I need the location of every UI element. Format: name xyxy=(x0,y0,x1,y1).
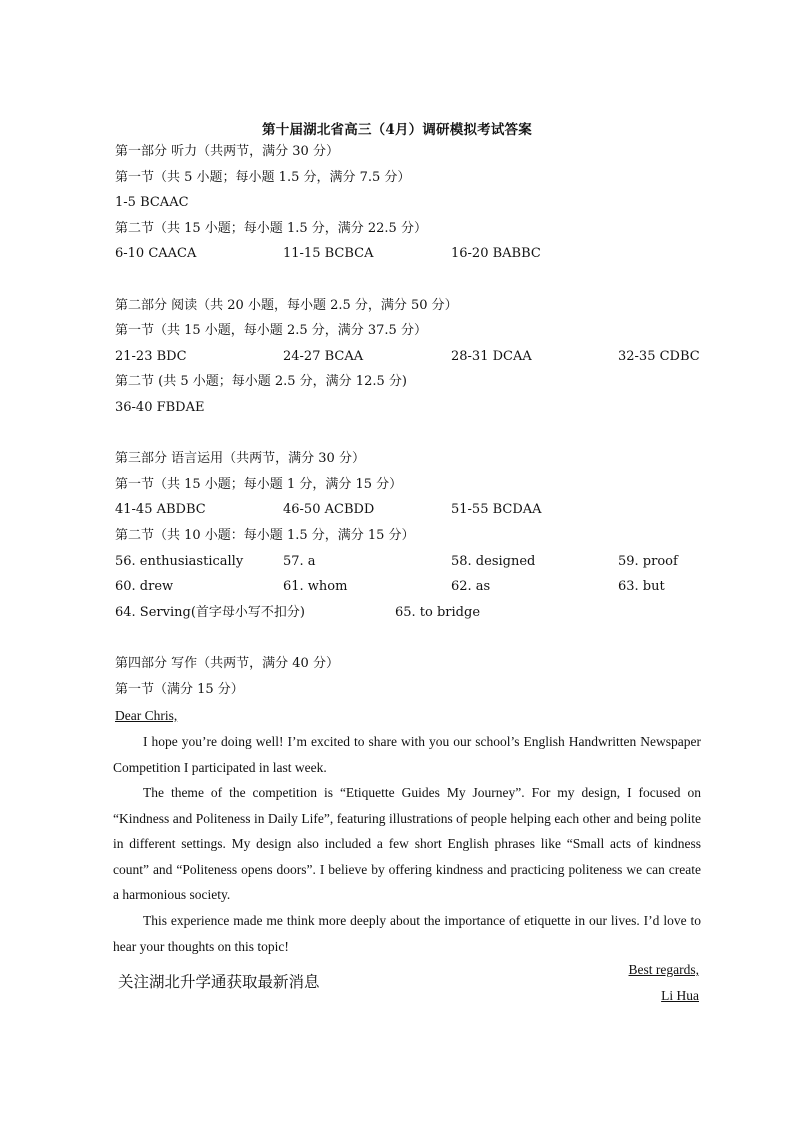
letter-signature: Li Hua xyxy=(661,988,699,1003)
answer-group: 1-5 BCAAC xyxy=(115,195,189,210)
part3-section2-row xyxy=(115,603,715,623)
answer-item: 63. but xyxy=(618,579,665,594)
answer-item: 61. whom xyxy=(283,579,348,594)
answer-item: 58. designed xyxy=(451,554,536,569)
answer-item: 62. as xyxy=(451,579,491,594)
part2-section2-answers xyxy=(115,398,715,418)
part3-section2-row xyxy=(115,577,715,597)
answer-group: 41-45 ABDBC xyxy=(115,502,206,517)
answer-group: 36-40 FBDAE xyxy=(115,400,205,415)
part4-heading: 第四部分 写作（共两节，满分 40 分） xyxy=(115,656,339,671)
answer-group: 24-27 BCAA xyxy=(283,349,364,364)
part3-heading: 第三部分 语言运用（共两节，满分 30 分） xyxy=(115,451,365,466)
part3-section2-row xyxy=(115,552,715,572)
letter-paragraph: This experience made me think more deeply about the importance of etiquette in our lives. I’d love to hear your thoughts on this topic! xyxy=(113,913,701,954)
answer-group: 21-23 BDC xyxy=(115,349,187,364)
answer-group: 51-55 BCDAA xyxy=(451,502,542,517)
answer-group: 6-10 CAACA xyxy=(115,246,197,261)
part3-section1-heading: 第一节（共 15 小题；每小题 1 分，满分 15 分） xyxy=(115,477,403,492)
part2-heading: 第二部分 阅读（共 20 小题，每小题 2.5 分，满分 50 分） xyxy=(115,298,458,313)
letter-paragraph: I hope you’re doing well! I’m excited to share with you our school’s English Handwritten Newspaper Competition I participated in last week. xyxy=(113,734,701,775)
answer-group: 32-35 CDBC xyxy=(618,349,700,364)
part1-section1-heading: 第一节（共 5 小题；每小题 1.5 分，满分 7.5 分） xyxy=(115,170,411,185)
answer-item: 56. enthusiastically xyxy=(115,554,244,569)
part2-section1-heading: 第一节（共 15 小题，每小题 2.5 分，满分 37.5 分） xyxy=(115,323,427,338)
part2-section2-heading: 第二节 (共 5 小题；每小题 2.5 分，满分 12.5 分) xyxy=(115,374,407,389)
part3-section1-answers xyxy=(115,500,715,520)
part4-section1-heading: 第一节（满分 15 分） xyxy=(115,682,244,697)
answer-item: 59. proof xyxy=(618,554,678,569)
answer-group: 46-50 ACBDD xyxy=(283,502,375,517)
letter-closing: Best regards, xyxy=(628,962,699,977)
answer-group: 16-20 BABBC xyxy=(451,246,541,261)
part1-section2-answers xyxy=(115,244,715,264)
answer-item: 57. a xyxy=(283,554,316,569)
part1-section2-heading: 第二节（共 15 小题；每小题 1.5 分，满分 22.5 分） xyxy=(115,221,427,236)
answer-group: 11-15 BCBCA xyxy=(283,246,374,261)
letter-salutation: Dear Chris, xyxy=(115,708,178,723)
watermark-text: 关注湖北升学通获取最新消息 xyxy=(118,973,320,991)
part1-section1-answers xyxy=(115,193,715,213)
answer-group: 28-31 DCAA xyxy=(451,349,532,364)
answer-item: 64. Serving(首字母小写不扣分) xyxy=(115,605,305,620)
part1-heading: 第一部分 听力（共两节，满分 30 分） xyxy=(115,144,339,159)
letter-paragraph: The theme of the competition is “Etiquette Guides My Journey”. For my design, I focused on “Kindness and Politeness in Daily Life”, featuring illustrations of people helping each other and being polite in different settings. My design also included a few short English phrases like “Small acts of kindness count” and “Politeness opens doors”. I believe by offering kindness and practicing politeness we can create a harmonious society. xyxy=(113,785,701,903)
answer-item: 65. to bridge xyxy=(395,605,481,620)
page-title: 第十届湖北省高三（4月）调研模拟考试答案 xyxy=(262,122,532,138)
part3-section2-heading: 第二节（共 10 小题：每小题 1.5 分，满分 15 分） xyxy=(115,528,415,543)
answer-item: 60. drew xyxy=(115,579,174,594)
part2-section1-answers xyxy=(115,347,715,367)
